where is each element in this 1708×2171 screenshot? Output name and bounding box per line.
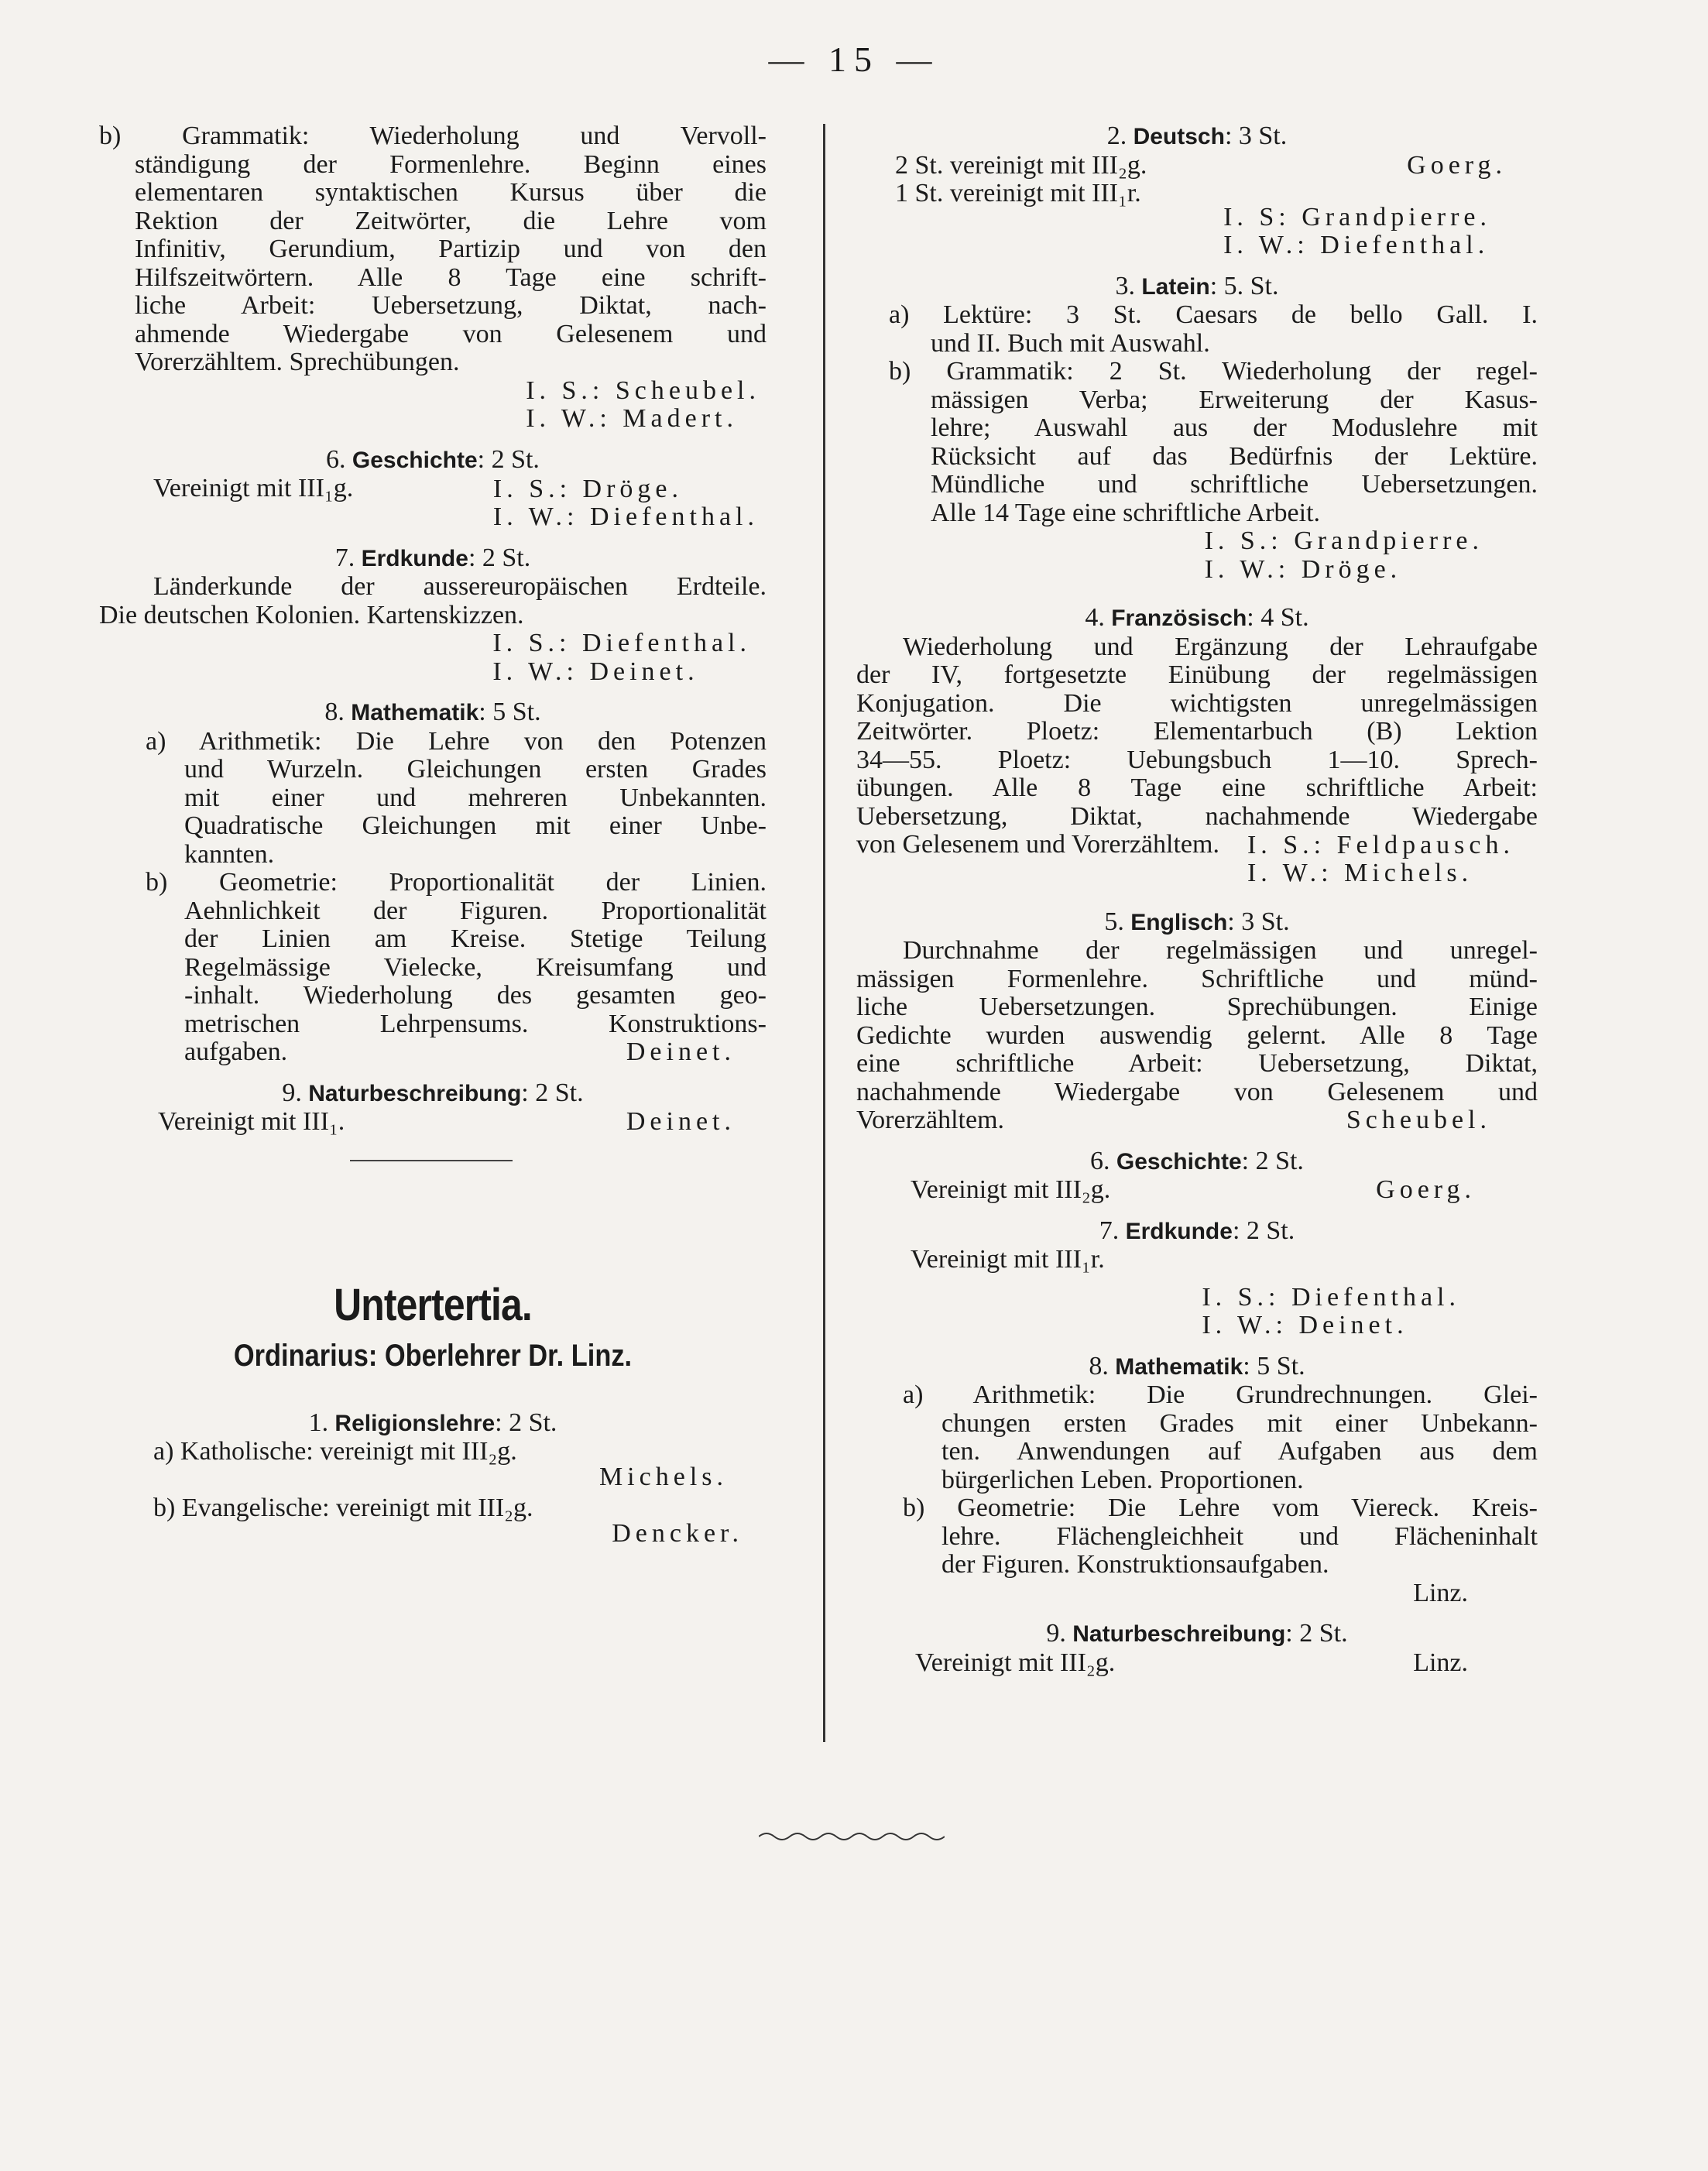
section-heading: 4. Französisch: 4 St. xyxy=(1085,603,1309,632)
text-line: bürgerlichen Leben. Proportionen. xyxy=(941,1465,1304,1494)
text-line: Vereinigt mit III₁. Deinet. xyxy=(158,1107,736,1136)
text-line: Alle 14 Tage eine schriftliche Arbeit. xyxy=(931,498,1321,527)
section-heading: 7. Erdkunde: 2 St. xyxy=(1099,1216,1295,1245)
section-heading: 9. Naturbeschreibung: 2 St. xyxy=(282,1078,584,1107)
text-line: Die deutschen Kolonien. Kartenskizzen. xyxy=(99,600,524,629)
text-line: Zeitwörter. Ploetz: Elementarbuch (B) Lektion xyxy=(856,717,1538,746)
section-heading: 2. Deutsch: 3 St. xyxy=(1106,122,1288,150)
text-line: Durchnahme der regelmässigen und unregel- xyxy=(903,936,1538,965)
text-line: metrischen Lehrpensums. Konstruktions- xyxy=(184,1009,767,1038)
text-line: und II. Buch mit Auswahl. xyxy=(931,328,1210,358)
section-heading: 8. Mathematik: 5 St. xyxy=(324,698,541,726)
text-line: Aehnlichkeit der Figuren. Proportionalität xyxy=(184,896,767,925)
teacher-summer: I. S.: Scheubel. xyxy=(526,376,760,405)
text-line: b) Grammatik: 2 St. Wiederholung der regel- xyxy=(889,357,1538,386)
text-line: Regelmässige Vielecke, Kreisumfang und xyxy=(184,952,767,982)
column-divider xyxy=(823,124,825,1742)
text-line: 34—55. Ploetz: Uebungsbuch 1—10. Sprech- xyxy=(856,745,1538,774)
text-line: b) Geometrie: Proportionalität der Linien. xyxy=(146,868,767,897)
text-line: liche Uebersetzungen. Sprechübungen. Einige xyxy=(856,993,1538,1021)
teacher-winter: I. W.: Diefenthal. xyxy=(1223,231,1490,259)
wavy-rule xyxy=(759,1829,945,1844)
right-column xyxy=(856,122,1538,1677)
text-line: Rücksicht auf das Bedürfnis der Lektüre. xyxy=(931,441,1538,471)
text-line: Rektion der Zeitwörter, die Lehre vom xyxy=(135,206,767,235)
text-line: Uebersetzung, Diktat, nachahmende Wiedergabe xyxy=(856,801,1538,831)
text-line: ahmende Wiedergabe von Gelesenem und xyxy=(135,319,767,348)
text-line: und Wurzeln. Gleichungen ersten Grades xyxy=(184,755,767,784)
text-line: Vorerzähltem. Scheubel. xyxy=(856,1106,1491,1134)
page-number: — 15 — xyxy=(768,39,940,79)
teacher-summer: I. S.: Diefenthal. xyxy=(492,629,751,657)
section-heading: 6. Geschichte: 2 St. xyxy=(1090,1146,1304,1175)
teacher-signature xyxy=(99,377,767,434)
teacher-name: Deinet. xyxy=(626,1107,736,1136)
teacher-winter: I. W.: Diefenthal. xyxy=(492,502,759,531)
text-line: von Gelesenem und Vorerzähltem. xyxy=(856,830,1219,859)
teacher-summer: I. S.: Diefenthal. xyxy=(1202,1282,1460,1312)
text-line: eine schriftliche Arbeit: Uebersetzung, Diktat, xyxy=(856,1049,1538,1078)
teacher-signature xyxy=(856,204,1538,260)
section-heading: 3. Latein: 5. St. xyxy=(1115,271,1279,300)
text-line: elementaren syntaktischen Kursus über die xyxy=(135,178,767,207)
text-line: der IV, fortgesetzte Einübung der regelmässigen xyxy=(856,660,1538,689)
teacher-name: Michels. xyxy=(598,1462,728,1491)
teacher-summer: I. S.: Grandpierre. xyxy=(1204,526,1483,555)
section-heading: 1. Religionslehre: 2 St. xyxy=(308,1408,557,1437)
text-line: der Figuren. Konstruktionsaufgaben. xyxy=(941,1550,1329,1579)
text-line: a) Lektüre: 3 St. Caesars de bello Gall. I. xyxy=(889,300,1538,329)
teacher-winter: I. W.: Michels. xyxy=(1247,859,1473,887)
text-line: liche Arbeit: Uebersetzung, Diktat, nach- xyxy=(135,291,767,320)
text-line: kannten. xyxy=(184,839,275,869)
teacher-summer: I. S.: Feldpausch. xyxy=(1247,830,1514,859)
text-line: Vereinigt mit III₁g. xyxy=(153,474,354,502)
text-line: Mündliche und schriftliche Uebersetzungen. xyxy=(931,470,1538,499)
text-line: mit einer und mehreren Unbekannten. xyxy=(184,783,767,812)
left-column xyxy=(99,122,767,1548)
teacher-name: Scheubel. xyxy=(1346,1106,1491,1134)
teacher-name: Goerg. xyxy=(1407,150,1507,180)
text-line: a) Katholische: vereinigt mit III₂g. xyxy=(153,1437,517,1466)
section-heading: 7. Erdkunde: 2 St. xyxy=(334,543,531,572)
text-line: Quadratische Gleichungen mit einer Unbe- xyxy=(184,811,767,840)
teacher-winter: I. W.: Madert. xyxy=(526,404,738,433)
text-line: b) Geometrie: Die Lehre vom Viereck. Kreis- xyxy=(903,1494,1538,1522)
text-line: lehre; Auswahl aus der Moduslehre mit xyxy=(931,413,1538,442)
text-line: Wiederholung und Ergänzung der Lehraufgabe xyxy=(903,632,1538,661)
section-heading: 8. Mathematik: 5 St. xyxy=(1089,1351,1305,1380)
text-line: nachahmende Wiedergabe von Gelesenem und xyxy=(856,1077,1538,1106)
teacher-name: Deinet. xyxy=(626,1037,736,1066)
text-line: a) Arithmetik: Die Lehre von den Potenzen xyxy=(146,726,767,756)
text-line: Vereinigt mit III₁r. xyxy=(911,1245,1105,1274)
section-heading: 6. Geschichte: 2 St. xyxy=(326,444,540,474)
text-line: chungen ersten Grades mit einer Unbekann- xyxy=(941,1408,1538,1438)
section-heading: 9. Naturbeschreibung: 2 St. xyxy=(1046,1619,1348,1648)
teacher-summer: I. S.: Dröge. xyxy=(492,474,684,503)
text-line: lehre. Flächengleichheit und Flächeninhalt xyxy=(941,1521,1538,1551)
text-line: Länderkunde der aussereuropäischen Erdteile. xyxy=(153,572,767,601)
text-line: 2 St. vereinigt mit III₂g. Goerg. xyxy=(895,150,1507,180)
text-line: mässigen Verba; Erweiterung der Kasus- xyxy=(931,385,1538,414)
text-line: a) Arithmetik: Die Grundrechnungen. Glei- xyxy=(903,1380,1538,1409)
text-line: übungen. Alle 8 Tage eine schriftliche Arbeit: xyxy=(856,773,1538,802)
teacher-summer: I. S: Grandpierre. xyxy=(1223,202,1491,232)
text-line: mässigen Formenlehre. Schriftliche und münd- xyxy=(856,964,1538,993)
teacher-name: Linz. xyxy=(1413,1578,1468,1607)
text-line: Gedichte wurden auswendig gelernt. Alle 8 Tage xyxy=(856,1020,1538,1050)
teacher-name: Linz. xyxy=(1413,1648,1468,1677)
ordinarius-heading: Ordinarius: Oberlehrer Dr. Linz. xyxy=(233,1338,633,1373)
text-line: Infinitiv, Gerundium, Partizip und von den xyxy=(135,235,767,263)
teacher-name: Dencker. xyxy=(612,1518,743,1548)
text-line: Hilfszeitwörtern. Alle 8 Tage eine schrift- xyxy=(135,262,767,292)
section-rule xyxy=(350,1160,513,1161)
text-line: -inhalt. Wiederholung des gesamten geo- xyxy=(184,981,767,1010)
text-line: ten. Anwendungen auf Aufgaben aus dem xyxy=(941,1437,1538,1466)
text-line: ständigung der Formenlehre. Beginn eines xyxy=(135,149,767,179)
text-line: Konjugation. Die wichtigsten unregelmässigen xyxy=(856,688,1538,718)
text-line: b) Grammatik: Wiederholung und Vervoll- xyxy=(99,122,767,150)
teacher-signature xyxy=(856,1284,1538,1340)
text-line: der Linien am Kreise. Stetige Teilung xyxy=(184,924,767,953)
section-heading: 5. Englisch: 3 St. xyxy=(1104,907,1290,936)
text-line: b) Evangelische: vereinigt mit III₂g. xyxy=(153,1494,533,1522)
text-line: Vereinigt mit III₂g. Goerg. xyxy=(911,1175,1476,1204)
text-line: Vorerzähltem. Sprechübungen. xyxy=(135,348,460,376)
text-line: Vereinigt mit III₂g. Linz. xyxy=(915,1648,1468,1677)
teacher-name: Goerg. xyxy=(1376,1175,1476,1204)
teacher-signature xyxy=(856,527,1538,584)
teacher-winter: I. W.: Deinet. xyxy=(1202,1311,1408,1339)
teacher-winter: I. W.: Deinet. xyxy=(492,657,699,686)
class-title: Untertertia. xyxy=(334,1279,532,1330)
teacher-winter: I. W.: Dröge. xyxy=(1204,554,1402,584)
teacher-signature xyxy=(99,629,767,686)
text-line: aufgaben. Deinet. xyxy=(184,1037,736,1066)
text-line: 1 St. vereinigt mit III₁r. xyxy=(895,179,1141,207)
